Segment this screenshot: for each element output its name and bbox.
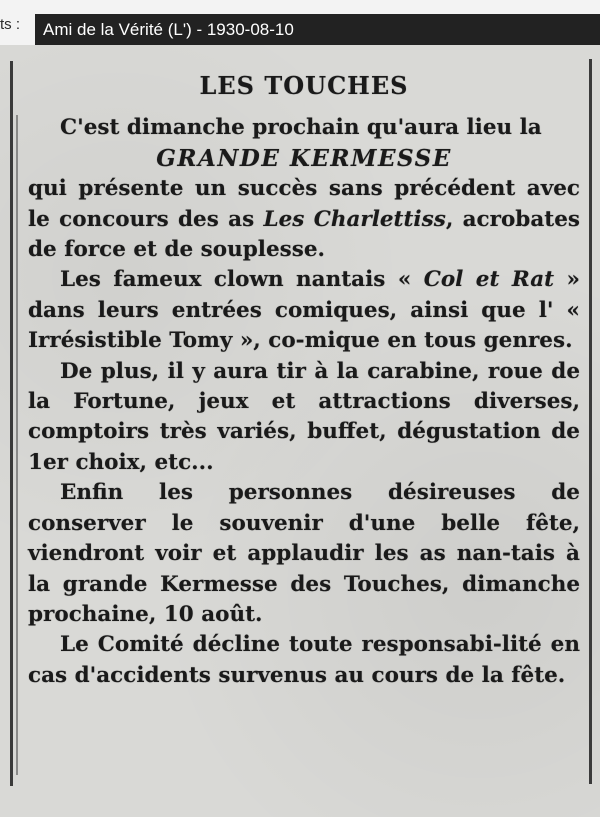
clowns-text-before: Les fameux clown nantais « [60,267,424,293]
paragraph-invitation: Enfin les personnes désireuses de conserver le souvenir d'une belle fête, viendront voir et applaudir les as nan-tais à la grande Kermesse des Touches, dimanche prochaine, 10 août. [28,480,580,627]
document-title: Ami de la Vérité (L') - 1930-08-10 [35,14,600,45]
column-rule-left [10,61,13,786]
intro-text: C'est dimanche prochain qu'aura lieu la [60,115,542,141]
paragraph-disclaimer: Le Comité décline toute responsabi-lité en cas d'accidents survenus au cours de la fête. [28,632,580,688]
paragraph-attractions: De plus, il y aura tir à la carabine, roue de la Fortune, jeux et attractions diverses, comptoirs très variés, buffet, dégustation de 1er choix, etc... [28,358,580,475]
column-rule-right [589,59,592,784]
article-headline: LES TOUCHES [199,71,409,100]
article [28,67,580,691]
paragraph-clowns [28,265,580,356]
newspaper-scan [0,45,600,817]
paragraph-event [28,174,580,265]
viewer-header [0,0,600,46]
event-text-before: qui présente un succès sans précédent avec le concours des as [28,176,580,232]
performers-name: Les Charlettiss [263,206,446,232]
column-rule-left-inner [16,115,18,775]
event-title: GRANDE KERMESSE [156,144,452,172]
clown-duo-name: Col et Rat [423,267,555,293]
clowns-text-after: » dans leurs entrées comiques, ainsi que l' « Irrésistible Tomy », co-mique en tous genres. [28,267,580,354]
paragraph-intro [28,113,580,143]
event-text-after: , acrobates de force et de souplesse. [28,206,580,263]
header-prefix-label: ts : [0,16,21,33]
